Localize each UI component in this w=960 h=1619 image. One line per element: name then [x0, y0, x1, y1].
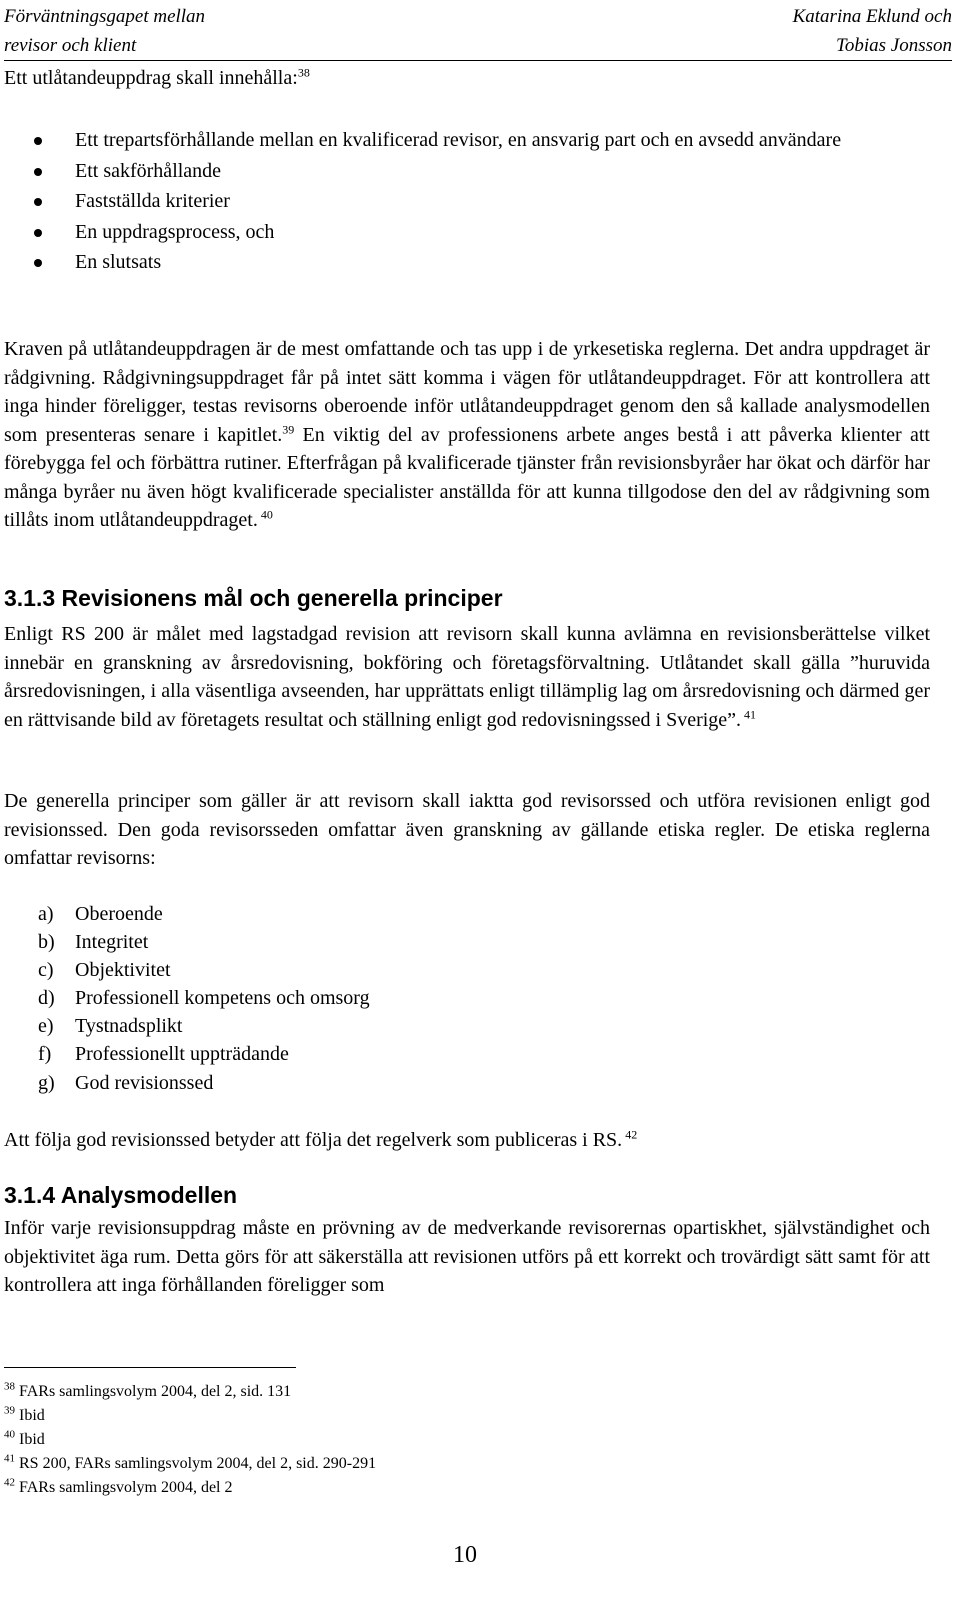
ethics-list: [4, 900, 370, 1097]
footnote-ref-38: 38: [297, 65, 310, 80]
bullet-list: [0, 125, 930, 278]
bullet-text: Ett sakförhållande: [75, 159, 222, 182]
bullet-dot-icon: [34, 137, 42, 145]
bullet-dot-icon: [34, 168, 42, 176]
list-item: [4, 984, 370, 1012]
list-item-label: g): [38, 1071, 55, 1094]
intro-text: Ett utlåtandeuppdrag skall innehålla:: [4, 67, 298, 89]
paragraph-text: Enligt RS 200 är målet med lagstadgad revision att revisorn skall kunna avlämna en revisionsberättelse vilket innebär en granskning av årsredovisning, bokföring och företagsförvaltning. Utlåtandet skall gälla ”huruvida årsredovisningen, i alla väsentliga avseenden, har upprättats enligt tillämplig lag om årsredovisning och därmed ger en rättvisande bild av företagets resultat och ställning enligt god redovisningssed i Sverige”.: [4, 623, 930, 731]
list-item-label: b): [38, 931, 55, 954]
bullet-dot-icon: [34, 229, 42, 237]
footnote-rule: [4, 1367, 296, 1368]
footnote: $^{39}$ Ibid: [4, 1404, 45, 1424]
bullet-item: [0, 156, 930, 187]
paragraph-audit-goal: [4, 620, 930, 734]
list-item-label: c): [38, 959, 54, 982]
header-title-line1: Förväntningsgapet mellan: [4, 6, 206, 27]
bullet-text: Fastställda kriterier: [75, 190, 230, 213]
paragraph-text: Att följa god revisionssed betyder att följa det regelverk som publiceras i RS.: [4, 1129, 623, 1151]
list-item: [4, 956, 370, 984]
paragraph-analysis-model: Inför varje revisionsuppdrag måste en prövning av de medverkande revisorernas opartiskhet, självständighet och objektivitet äga rum. Detta görs för att säkerställa att revisionen utförs på ett korrekt och trovärdigt sätt samt för att kontrollera att inga förhållanden föreligger som: [4, 1217, 930, 1296]
header-authors-line2: Tobias Jonsson: [836, 35, 952, 56]
list-item: [4, 1040, 370, 1068]
page-number: 10: [453, 1542, 477, 1568]
footnotes: [4, 1380, 376, 1500]
list-item: [4, 928, 370, 956]
paragraph-principles: De generella principer som gäller är att revisorn skall iaktta god revisorssed och utföra revisionen enligt god revisionssed. Den goda revisorsseden omfattar även granskning av gällande etiska regler. De etiska reglerna omfattar revisorns:: [4, 790, 930, 869]
list-item-text: Professionell kompetens och omsorg: [75, 987, 370, 1010]
bullet-text: En slutsats: [75, 251, 162, 274]
list-item-text: Tystnadsplikt: [75, 1015, 183, 1038]
bullet-text: En uppdragsprocess, och: [75, 220, 275, 243]
section-heading-3-1-3: 3.1.3 Revisionens mål och generella principer: [4, 585, 503, 611]
list-item-label: a): [38, 903, 54, 925]
bullet-dot-icon: [34, 198, 42, 206]
list-item: [4, 1012, 370, 1040]
bullet-item: [0, 186, 930, 217]
list-item-text: Objektivitet: [75, 959, 171, 982]
list-item-label: e): [38, 1015, 54, 1038]
paragraph-rs: [4, 1126, 930, 1154]
list-item-text: Integritet: [75, 931, 149, 954]
bullet-text: Ett trepartsförhållande mellan en kvalificerad revisor, en ansvarig part och en avsedd användare: [75, 129, 842, 151]
section-heading-3-1-4: 3.1.4 Analysmodellen: [4, 1182, 238, 1208]
list-item-label: f): [38, 1043, 52, 1066]
header-title-line2: revisor och klient: [4, 35, 137, 56]
running-header-right: [793, 2, 952, 60]
bullet-item: [0, 247, 930, 278]
footnote: $^{41}$ RS 200, FARs samlingsvolym 2004, del 2, sid. 290-291: [4, 1452, 377, 1472]
footnote-ref-42: 42: [622, 1127, 638, 1142]
intro-sentence: [4, 64, 930, 92]
list-item-text: Oberoende: [75, 903, 163, 925]
bullet-dot-icon: [34, 259, 42, 267]
list-item: [4, 1069, 370, 1097]
list-item-text: Professionellt uppträdande: [75, 1043, 289, 1066]
footnote: $^{42}$ FARs samlingsvolym 2004, del 2: [4, 1476, 233, 1496]
list-item-text: God revisionssed: [75, 1071, 214, 1094]
bullet-item: [0, 217, 930, 248]
paragraph-text: En viktig del av professionens arbete anges bestå i att påverka klienter att förebygga fel och förbättra rutiner. Efterfrågan på kvalificerade tjänster från revisionsbyråer har ökat och därför har många byråer nu även högt kvalificerade specialister anställda för att kunna tillgodose den del av rådgivning som tillåts inom utlåtandeuppdraget.: [4, 423, 930, 531]
list-item-label: d): [38, 987, 55, 1010]
header-rule: [4, 60, 952, 61]
footnote: $^{38}$ FARs samlingsvolym 2004, del 2, sid. 131: [4, 1380, 292, 1400]
running-header-left: [4, 2, 205, 60]
footnote: $^{40}$ Ibid: [4, 1428, 45, 1448]
paragraph-assignments: [4, 335, 930, 535]
footnote-ref-39: 39: [282, 421, 295, 436]
footnote-ref-40: 40: [257, 507, 273, 522]
header-authors-line1: Katarina Eklund och: [792, 6, 952, 27]
list-item: [4, 900, 370, 928]
footnote-ref-41: 41: [741, 706, 757, 721]
paragraph-text: Kraven på utlåtandeuppdragen är de mest omfattande och tas upp i de yrkesetiska reglerna. Det andra uppdraget är rådgivning. Rådgivningsuppdraget får på intet sätt komma i vägen för utlåtandeuppdraget. För att kontrollera att inga hinder föreligger, testas revisorns oberoende inför utlåtandeuppdraget genom den så kallade analysmodellen som presenteras senare i kapitlet.: [4, 338, 930, 446]
bullet-item: [0, 125, 930, 156]
